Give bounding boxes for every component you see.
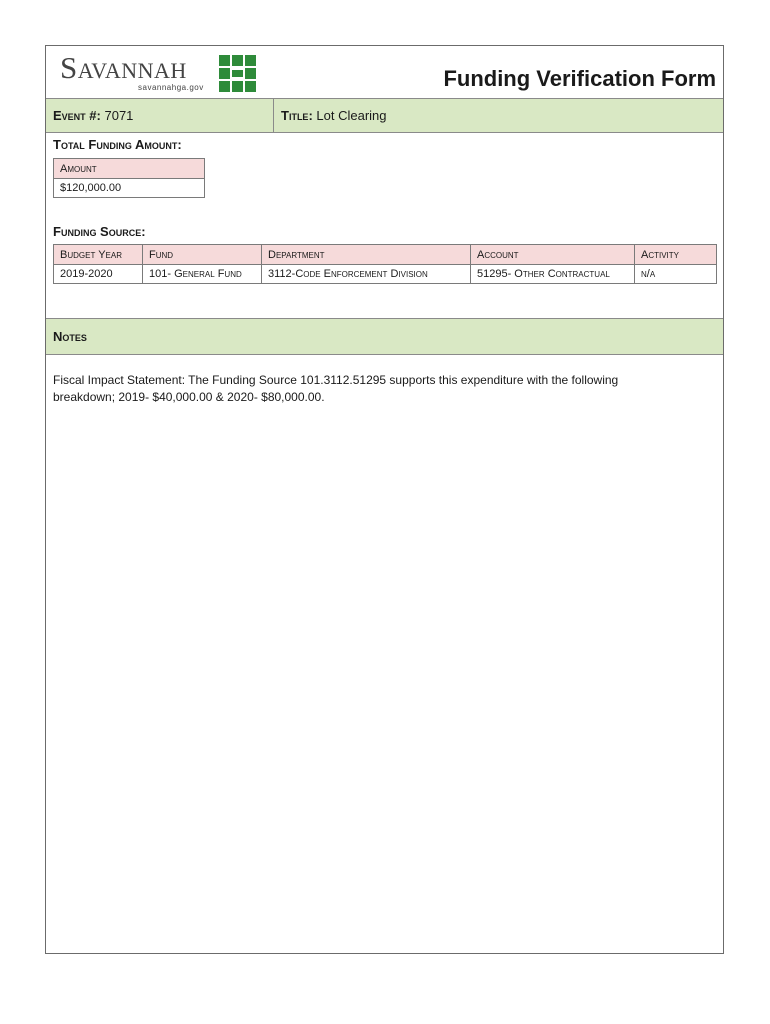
notes-heading: Notes [53, 329, 87, 344]
total-funding-section [46, 137, 723, 198]
form-header [46, 46, 723, 99]
funding-source-section [46, 224, 723, 284]
notes-band [46, 318, 723, 355]
total-funding-heading: Total Funding Amount: [53, 137, 182, 152]
savannah-squares-logo-icon [219, 55, 256, 92]
event-title-label: Title: [281, 108, 313, 123]
event-number-value: 7071 [104, 108, 134, 123]
logo-url: savannahga.gov [138, 83, 204, 92]
cell-account: 51295- Other Contractual [471, 265, 635, 284]
funding-source-heading: Funding Source: [53, 224, 146, 239]
notes-text: Fiscal Impact Statement: The Funding Source 101.3112.51295 supports this expenditure with the following breakdown; 2019- $40,000.00 & 2020- $80,000.00. [53, 373, 619, 404]
cell-department: 3112-Code Enforcement Division [262, 265, 471, 284]
amount-value: $120,000.00 [54, 179, 205, 198]
amount-table [53, 158, 205, 198]
cell-budget-year: 2019-2020 [54, 265, 143, 284]
column-header-department: Department [262, 245, 471, 265]
savannah-logo-text: Savannah [60, 50, 187, 85]
column-header-activity: Activity [635, 245, 717, 265]
amount-column-header: Amount [54, 159, 205, 179]
funding-verification-form [45, 45, 724, 954]
funding-source-header-row [54, 245, 717, 265]
cell-activity: n/a [635, 265, 717, 284]
cell-fund: 101- General Fund [143, 265, 262, 284]
event-title-value: Lot Clearing [316, 108, 387, 123]
form-title: Funding Verification Form [443, 66, 716, 91]
column-header-fund: Fund [143, 245, 262, 265]
column-header-budget-year: Budget Year [54, 245, 143, 265]
event-title-cell [274, 99, 387, 132]
table-row [54, 265, 717, 284]
event-number-label: Event #: [53, 108, 101, 123]
funding-source-table [53, 244, 717, 284]
event-row [46, 99, 723, 133]
event-number-cell [46, 99, 274, 132]
column-header-account: Account [471, 245, 635, 265]
